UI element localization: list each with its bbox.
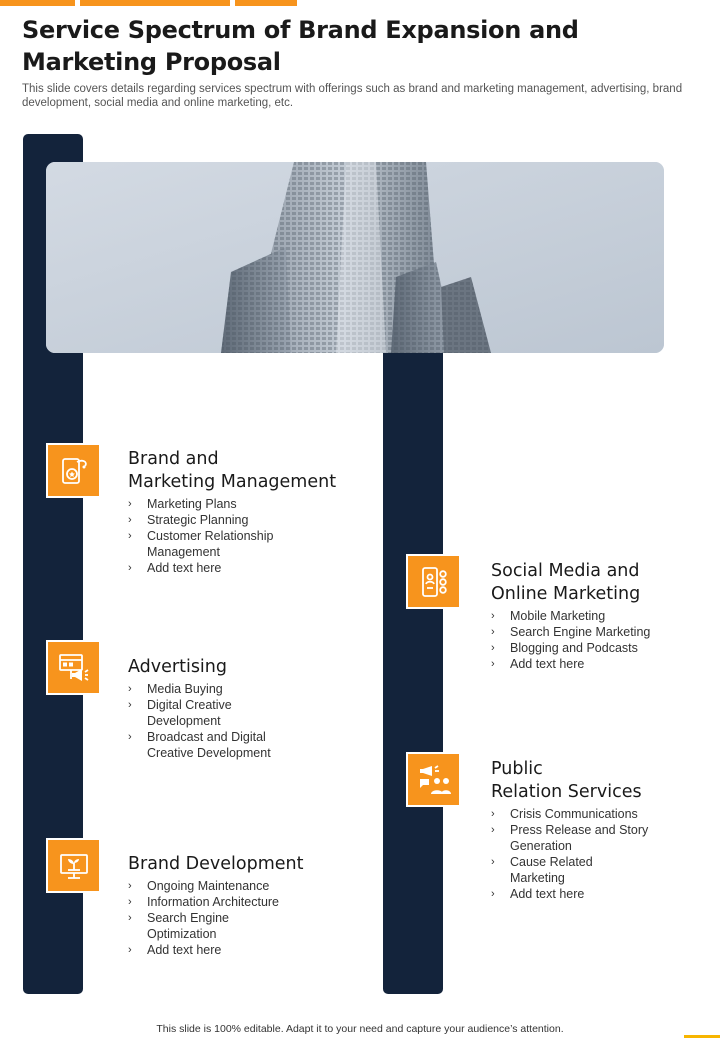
list-item <box>128 528 317 560</box>
list-item-text: Search Engine Optimization <box>147 911 230 941</box>
list-item-text: Crisis Communications <box>510 807 638 821</box>
chevron-right-icon: › <box>491 642 495 654</box>
chevron-right-icon: › <box>128 683 132 695</box>
list-item-text: Search Engine Marketing <box>510 625 651 639</box>
list-item <box>128 496 368 512</box>
list-item <box>491 624 691 640</box>
bullet-list-brand-marketing <box>128 496 368 576</box>
page-subtitle: This slide covers details regarding services spectrum with offerings such as brand and marketing management, advertising, brand development, social media and online marketing, etc. <box>22 83 683 109</box>
list-item <box>491 822 685 854</box>
chevron-right-icon: › <box>128 498 132 510</box>
list-item-text: Cause Related Marketing <box>510 855 593 885</box>
bullet-list-social-media <box>491 608 691 672</box>
top-accent-bar-3 <box>235 0 297 6</box>
chevron-right-icon: › <box>491 888 495 900</box>
top-accent-bar-2 <box>80 0 230 6</box>
section-brand-development <box>128 853 368 958</box>
list-item <box>128 697 277 729</box>
page-title-line-2: Marketing Proposal <box>22 48 281 76</box>
billboard-megaphone-icon <box>46 640 101 695</box>
chevron-right-icon: › <box>128 530 132 542</box>
list-item-text: Ongoing Maintenance <box>147 879 270 893</box>
list-item-text: Media Buying <box>147 682 223 696</box>
corner-accent-mark <box>684 1035 720 1038</box>
list-item-text: Blogging and Podcasts <box>510 641 638 655</box>
section-title-advertising: Advertising <box>128 657 227 677</box>
list-item-text: Add text here <box>147 943 222 957</box>
chevron-right-icon: › <box>491 808 495 820</box>
section-title-brand-marketing <box>128 448 368 494</box>
section-title-public-relations <box>491 758 691 804</box>
chevron-right-icon: › <box>128 944 132 956</box>
chevron-right-icon: › <box>128 731 132 743</box>
list-item <box>491 886 691 902</box>
section-title-brand-development: Brand Development <box>128 854 304 874</box>
list-item <box>128 681 368 697</box>
chevron-right-icon: › <box>491 610 495 622</box>
mobile-social-icon <box>406 554 461 609</box>
skyscraper-photo <box>46 162 664 353</box>
chevron-right-icon: › <box>128 880 132 892</box>
list-item-text: Digital Creative Development <box>147 698 232 728</box>
chevron-right-icon: › <box>128 896 132 908</box>
list-item-text: Broadcast and Digital Creative Development <box>147 730 271 760</box>
section-title-line: Online Marketing <box>491 584 641 604</box>
list-item <box>128 729 307 761</box>
list-item-text: Press Release and Story Generation <box>510 823 649 853</box>
bullet-list-public-relations <box>491 806 691 902</box>
list-item <box>491 608 691 624</box>
chevron-right-icon: › <box>491 856 495 868</box>
list-item-text: Add text here <box>510 657 585 671</box>
chevron-right-icon: › <box>128 699 132 711</box>
list-item <box>491 640 691 656</box>
list-item <box>128 560 368 576</box>
section-title-line: Relation Services <box>491 782 642 802</box>
page-title-line-1: Service Spectrum of Brand Expansion and <box>22 16 579 44</box>
list-item <box>128 512 368 528</box>
list-item-text: Mobile Marketing <box>510 609 606 623</box>
section-title-line: Marketing Management <box>128 472 337 492</box>
section-public-relations <box>491 758 691 902</box>
section-title-line: Social Media and <box>491 561 640 581</box>
chevron-right-icon: › <box>491 658 495 670</box>
list-item-text: Strategic Planning <box>147 513 249 527</box>
chevron-right-icon: › <box>491 824 495 836</box>
list-item <box>491 656 691 672</box>
chevron-right-icon: › <box>128 514 132 526</box>
megaphone-people-icon <box>406 752 461 807</box>
list-item <box>128 910 267 942</box>
section-social-media <box>491 560 691 672</box>
chevron-right-icon: › <box>491 626 495 638</box>
list-item-text: Add text here <box>510 887 585 901</box>
section-title-line: Public <box>491 759 543 779</box>
section-title-social-media <box>491 560 691 606</box>
footer-note: This slide is 100% editable. Adapt it to your need and capture your audience’s attention. <box>156 1023 564 1035</box>
list-item <box>491 854 620 886</box>
chevron-right-icon: › <box>128 912 132 924</box>
chevron-right-icon: › <box>128 562 132 574</box>
list-item-text: Add text here <box>147 561 222 575</box>
list-item <box>128 942 368 958</box>
list-item <box>491 806 691 822</box>
page-title <box>22 14 682 78</box>
list-item-text: Marketing Plans <box>147 497 237 511</box>
right-navy-pillar <box>383 340 443 994</box>
section-brand-marketing <box>128 448 368 576</box>
list-item-text: Information Architecture <box>147 895 280 909</box>
brand-badge-icon <box>46 443 101 498</box>
section-title-line: Brand and <box>128 449 219 469</box>
list-item <box>128 894 368 910</box>
bullet-list-brand-development <box>128 878 368 958</box>
bullet-list-advertising <box>128 681 368 761</box>
list-item-text: Customer Relationship Management <box>147 529 274 559</box>
list-item <box>128 878 368 894</box>
top-accent-bar-1 <box>0 0 75 6</box>
plant-monitor-icon <box>46 838 101 893</box>
section-advertising <box>128 656 368 761</box>
